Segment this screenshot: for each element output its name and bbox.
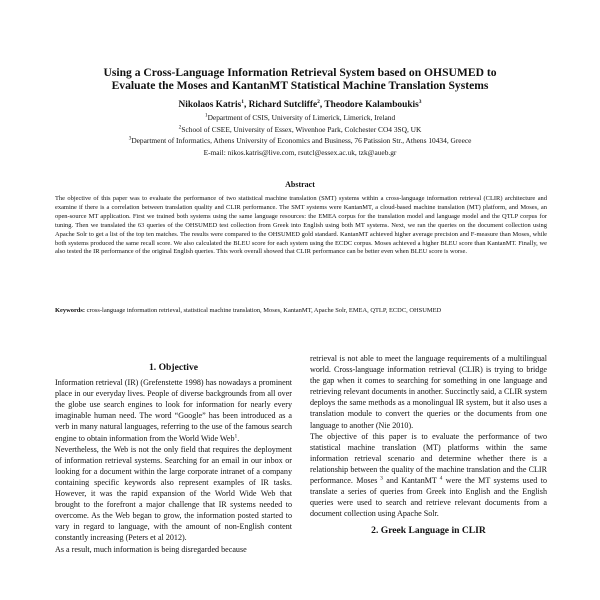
paragraph-5-text-a: The objective of this paper is to evaluate the performance of two statistical machine translation (MT) platforms within the same information retrieval scenario and determine whether there is a relationship between the quality of the machine translation and the CLIR performance. Moses bbox=[310, 431, 547, 486]
footnote-marker-4: 4 bbox=[436, 475, 443, 482]
paragraph-1-text: Information retrieval (IR) (Grefenstette 1998) has nowadays a prominent place in our everyday lives. People of diverse backgrounds from all over the globe use search engines to look for information for nearly every imaginable human need. The word “Google” has been introduced as a verb in many natural languages, referring to the use of the famous search engine to obtain information from the World Wide Web bbox=[55, 378, 292, 443]
author-sutcliffe-affil: 2 bbox=[317, 98, 320, 105]
author-katris: Nikolaos Katris bbox=[178, 100, 242, 110]
affiliation-3-text: Department of Informatics, Athens University of Economics and Business, 76 Patission Str., Athens 10434, Greece bbox=[131, 136, 472, 146]
right-column bbox=[310, 353, 547, 541]
email-line: E-mail: nikos.katris@live.com, rsutcl@essex.ac.uk, tzk@aueb.gr bbox=[203, 147, 397, 157]
author-katris-affil: 1 bbox=[241, 98, 244, 105]
title-line-2: Evaluate the Moses and KantanMT Statistical Machine Translation Systems bbox=[111, 79, 489, 92]
paper-title bbox=[40, 66, 560, 92]
author-kalamboukis-affil: 3 bbox=[418, 98, 422, 105]
keywords-text: cross-language information retrieval, statistical machine translation, Moses, KantanMT, Apache Solr, EMEA, QTLP, ECDC, OHSUMED bbox=[85, 307, 442, 314]
author-sutcliffe: Richard Sutcliffe bbox=[248, 100, 318, 110]
keywords bbox=[55, 307, 547, 316]
section-1-paragraph-5 bbox=[310, 431, 547, 520]
affiliation-2 bbox=[40, 124, 560, 136]
affiliations bbox=[40, 112, 560, 158]
affiliation-3 bbox=[40, 135, 560, 147]
abstract-text: The objective of this paper was to evaluate the performance of two statistical machine translation (SMT) systems within a cross-language information retrieval (CLIR) architecture and examine if there is a correlation between translation quality and CLIR performance. The SMT systems were KantanMT, a cloud-based machine translation (MT) platform, and Moses, an open-source MT application. First we trained both systems using the same language resources: the EMEA corpus for the translation model and language model and the QTLP corpus for tuning. Then we translated the 63 queries of the OHSUMED test collection from Greek into English using both MT systems. Next, we ran the queries on the document collection using Apache Solr to get a list of the top ten matches. The results were compared to the OHSUMED gold standard. KantanMT achieved higher average precision and F-measure than Moses, while both systems produced the same recall score. We also calculated the BLEU score for each system using the ECDC corpus. Moses achieved a higher BLEU score than KantanMT. Finally, we also tested the IR performance of the original English queries. This work overall showed that CLIR performance can be better even when BLEU score is worse. bbox=[55, 195, 547, 256]
section-1-paragraph-1 bbox=[55, 377, 292, 444]
affiliation-2-marker: 2 bbox=[178, 124, 182, 131]
author-list bbox=[40, 99, 560, 111]
section-1-heading: 1. Objective bbox=[148, 362, 199, 373]
section-1-paragraph-2: Nevertheless, the Web is not the only field that requires the deployment of information retrieval systems. Searching for an email in our inbox or looking for a document within the large corporate intranet of a company containing specific keywords also represent examples of IR tasks. However, it was the rapid expansion of the World Wide Web that brought to the forefront a major challenge that IR systems needed to overcome. As the Web began to grow, the information posted started to vary in regard to language, with the amount of non-English content constantly increasing (Peters et al 2012). bbox=[55, 444, 292, 543]
section-1-paragraph-4: retrieval is not able to meet the language requirements of a multilingual world. Cross-language information retrieval (CLIR) is trying to bridge the gap when it comes to searching for something in one language and retrieving relevant documents in another. Succinctly said, a CLIR system deploys the same methods as a monolingual IR system, but it also uses a translation module to convert the queries or the documents from one language to another (Nie 2010). bbox=[310, 354, 547, 430]
paragraph-1-end: . bbox=[237, 433, 240, 443]
section-2-heading: 2. Greek Language in CLIR bbox=[371, 525, 486, 537]
affiliation-1-marker: 1 bbox=[204, 112, 208, 119]
left-column bbox=[55, 353, 292, 555]
affiliation-1 bbox=[40, 112, 560, 124]
paragraph-5-text-b: and KantanMT bbox=[382, 476, 437, 486]
abstract-heading: Abstract bbox=[285, 180, 315, 189]
affiliation-1-text: Department of CSIS, University of Limerick, Limerick, Ireland bbox=[207, 113, 396, 122]
title-line-1: Using a Cross-Language Information Retrieval System based on OHSUMED to bbox=[103, 66, 497, 79]
affiliation-3-marker: 3 bbox=[128, 135, 132, 142]
footnote-marker-1: 1 bbox=[234, 432, 238, 439]
paragraph-5-text-c: were the MT systems used to translate a series of queries from Greek into English and the English queries were used to search and retrieve relevant documents from a document collection using Apache Solr. bbox=[310, 476, 548, 519]
author-kalamboukis: Theodore Kalamboukis bbox=[324, 100, 419, 110]
keywords-label: Keywords: bbox=[55, 307, 86, 314]
author-separator: , bbox=[319, 100, 325, 110]
section-1-paragraph-3: As a result, much information is being disregarded because bbox=[55, 544, 247, 554]
footnote-marker-3: 3 bbox=[377, 475, 383, 482]
author-separator: , bbox=[243, 100, 249, 110]
affiliation-2-text: School of CSEE, University of Essex, Wivenhoe Park, Colchester CO4 3SQ, UK bbox=[181, 124, 422, 134]
